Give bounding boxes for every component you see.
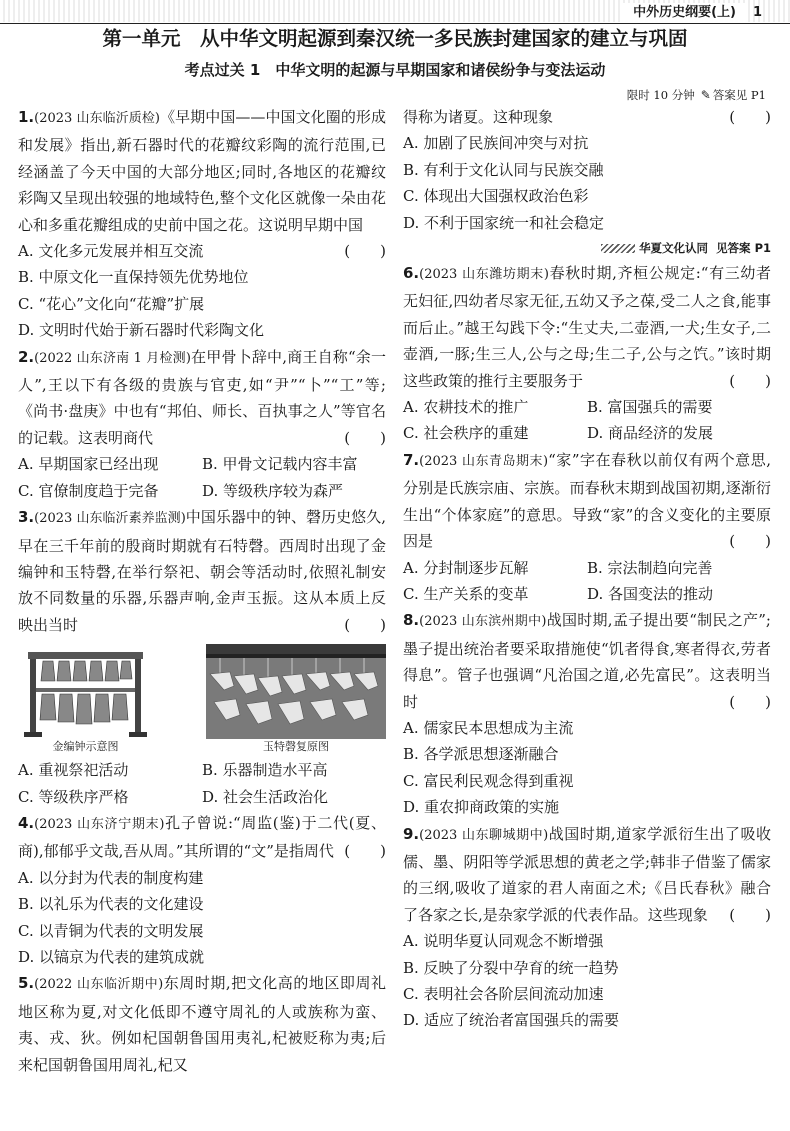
option-a: A. 儒家民本思想成为主流 [403, 718, 574, 737]
right-column [403, 104, 771, 1034]
question-9 [403, 821, 771, 1034]
question-number: 6. [403, 264, 420, 283]
question-1 [18, 104, 386, 344]
stripe-decoration [601, 244, 635, 253]
option-b: B. 甲骨文记载内容丰富 [202, 455, 358, 474]
option-a: A. 加剧了民族间冲突与对抗 [403, 134, 589, 153]
unit-title: 第一单元 从中华文明起源到秦汉统一多民族封建国家的建立与巩固 [102, 27, 688, 50]
option-b: B. 以礼乐为代表的文化建设 [18, 895, 204, 914]
lesson-title: 考点过关 1 中华文明的起源与早期国家和诸侯纷争与变法运动 [184, 61, 606, 79]
option-d: D. 以镐京为代表的建筑成就 [18, 947, 205, 966]
question-stem: 孔子曾说:“周监(鉴)于二代(夏、商),郁郁乎文哉,吾从周。”其所谓的“文”是指周代 [18, 813, 386, 861]
option-b: B. 有利于文化认同与民族交融 [403, 160, 604, 179]
option-d: D. 商品经济的发展 [587, 424, 714, 443]
option-d: D. 重农抑商政策的实施 [403, 798, 560, 817]
option-b: B. 富国强兵的需要 [587, 398, 713, 417]
answer-blank: ( ) [729, 692, 771, 711]
question-source: (2023 山东滨州期中) [419, 614, 547, 630]
option-d: D. 适应了统治者富国强兵的需要 [403, 1011, 620, 1030]
question-number: 9. [403, 824, 420, 843]
question-stem: 在甲骨卜辞中,商王自称“余一人”,王以下有各级的贵族与官吏,如“尹”“卜”“工”等;《尚书·盘庚》中也有“邦伯、师长、百执事之人”等官名的记载。这表明商代 [18, 347, 386, 447]
question-number: 4. [18, 813, 35, 832]
question-source: (2022 山东临沂期中) [34, 977, 164, 993]
option-c: C. 以青铜为代表的文明发展 [18, 921, 204, 940]
option-c: C. 表明社会各阶层间流动加速 [403, 985, 604, 1003]
answer-blank: ( ) [344, 428, 386, 447]
question-3 [18, 504, 386, 810]
figure-bronze-bells [18, 644, 153, 755]
answer-blank: ( ) [729, 532, 771, 551]
jade-chimes-illustration [206, 644, 386, 739]
question-6 [403, 260, 771, 447]
question-source: (2023 山东临沂素养监测) [34, 511, 186, 527]
figure-caption: 玉特磬复原图 [263, 740, 329, 754]
question-2 [18, 344, 386, 504]
question-4 [18, 810, 386, 970]
option-b: B. 宗法制趋向完善 [587, 558, 713, 577]
sub-section-answer: 见答案 P1 [716, 241, 771, 256]
book-title: 中外历史纲要(上) [623, 3, 746, 23]
option-b: B. 乐器制造水平高 [202, 761, 328, 780]
question-source: (2022 山东济南 1 月检测) [34, 350, 191, 366]
answer-blank: ( ) [729, 905, 771, 924]
question-number: 2. [18, 347, 35, 366]
time-limit: 限时 10 分钟 [626, 88, 695, 102]
option-a: A. 分封制逐步瓦解 [403, 558, 529, 577]
edit-icon: ✎ [700, 88, 711, 102]
answer-blank: ( ) [344, 615, 386, 634]
answer-blank: ( ) [729, 108, 771, 126]
question-5-continued [403, 104, 771, 236]
answer-blank: ( ) [344, 242, 386, 261]
question-stem: “家”字在春秋以前仅有两个意思,分别是氏族宗庙、宗族。而春秋末期到战国初期,逐渐衍生出“个体家庭”的意思。导致“家”的含义变化的主要原因是 [403, 450, 771, 551]
page-number: 1 [752, 5, 762, 20]
option-b: B. 反映了分裂中孕育的统一趋势 [403, 958, 619, 977]
question-stem: 战国时期,孟子提出要“制民之产”;墨子提出统治者要采取措施使“饥者得食,寒者得衣,劳者得息”。管子也强调“凡治国之道,必先富民”。这表明当时 [403, 611, 771, 711]
option-c: C. 官僚制度趋于完备 [18, 481, 159, 500]
option-d: D. 社会生活政治化 [202, 787, 329, 806]
left-column [18, 104, 386, 1078]
question-number: 3. [18, 508, 35, 527]
figure-jade-chimes [206, 644, 386, 755]
question-5-part [18, 970, 386, 1078]
question-stem-continued: 得称为诸夏。这种现象 [403, 108, 554, 126]
option-d: D. 等级秩序较为森严 [202, 481, 344, 500]
option-b: B. 中原文化一直保持领先优势地位 [18, 268, 249, 287]
question-source: (2023 山东潍坊期末) [419, 267, 549, 283]
sub-section-tag [403, 237, 771, 259]
option-c: C. 社会秩序的重建 [403, 424, 529, 443]
question-number: 8. [403, 611, 420, 630]
option-a: A. 说明华夏认同观念不断增强 [403, 932, 604, 951]
question-7 [403, 447, 771, 607]
option-a: A. 重视祭祀活动 [18, 761, 129, 780]
question-figures [18, 644, 386, 755]
option-b: B. 各学派思想逐渐融合 [403, 745, 559, 764]
option-a: A. 文化多元发展并相互交流 [18, 242, 204, 261]
option-c: C. “花心”文化向“花瓣”扩展 [18, 294, 205, 313]
question-source: (2023 山东临沂质检) [34, 111, 160, 126]
option-c: C. 等级秩序严格 [18, 787, 129, 806]
option-c: C. 富民利民观念得到重视 [403, 771, 574, 790]
question-number: 7. [403, 450, 420, 469]
question-stem: 东周时期,把文化高的地区即周礼地区称为夏,对文化低即不遵守周礼的人或族称为蛮、夷、戎、狄。例如杞国朝鲁国用夷礼,杞被贬称为夷;后来杞国朝鲁国用周礼,杞又 [18, 974, 386, 1074]
question-source: (2023 山东青岛期末) [419, 453, 549, 469]
option-a: A. 以分封为代表的制度构建 [18, 868, 204, 887]
figure-caption: 金编钟示意图 [52, 740, 119, 754]
option-a: A. 农耕技术的推广 [403, 398, 529, 417]
time-limit-info [627, 87, 766, 103]
question-8 [403, 607, 771, 820]
bronze-bells-illustration [18, 644, 153, 739]
question-stem: 春秋时期,齐桓公规定:“有三幼者无妇征,四幼者尽家无征,五幼又予之葆,受二人之食,能事而后止。”越王勾践下令:“生丈夫,二壶酒,一犬;生女子,二壶酒,一豚;生三人,公与之母;生二子,公与之饩。”该时期这些政策的推行主要服务于 [403, 264, 771, 390]
option-d: D. 不利于国家统一和社会稳定 [403, 213, 605, 232]
question-source: (2023 山东济宁期末) [34, 816, 165, 832]
answer-blank: ( ) [729, 371, 771, 390]
question-number: 5. [18, 974, 35, 993]
sub-section-label: 华夏文化认同 [639, 241, 709, 256]
question-stem: 《早期中国——中国文化圈的形成和发展》指出,新石器时代的花瓣纹彩陶的流行范围,已经涵盖了今天中国的大部分地区;同时,各地区的花瓣纹彩陶又呈现出较强的地域特色,整个文化区就像一朵由花心和多重花瓣组成的史前中国之花。这说明早期中国 [18, 108, 386, 234]
option-c: C. 体现出大国强权政治色彩 [403, 187, 589, 206]
option-c: C. 生产关系的变革 [403, 584, 529, 603]
option-d: D. 文明时代始于新石器时代彩陶文化 [18, 321, 265, 340]
question-source: (2023 山东聊城期中) [419, 827, 549, 843]
question-stem: 战国时期,道家学派衍生出了吸收儒、墨、阴阳等学派思想的黄老之学;韩非子借鉴了儒家的三纲,吸收了道家的君人南面之术;《吕氏春秋》融合了各家之长,是杂家学派的代表作品。这些现象 [403, 824, 771, 924]
option-a: A. 早期国家已经出现 [18, 455, 159, 474]
option-d: D. 各国变法的推动 [587, 584, 714, 603]
question-number: 1. [18, 108, 35, 126]
question-stem: 中国乐器中的钟、磬历史悠久,早在三千年前的殷商时期就有石特磬。西周时出现了金编钟和玉特磬,在举行祭祀、朝会等活动时,依照礼制安放不同数量的乐器,乐器声响,金声玉振。这从本质上反映出当时 [18, 508, 386, 634]
answer-blank: ( ) [344, 842, 386, 861]
answer-reference: 答案见 P1 [712, 88, 766, 102]
